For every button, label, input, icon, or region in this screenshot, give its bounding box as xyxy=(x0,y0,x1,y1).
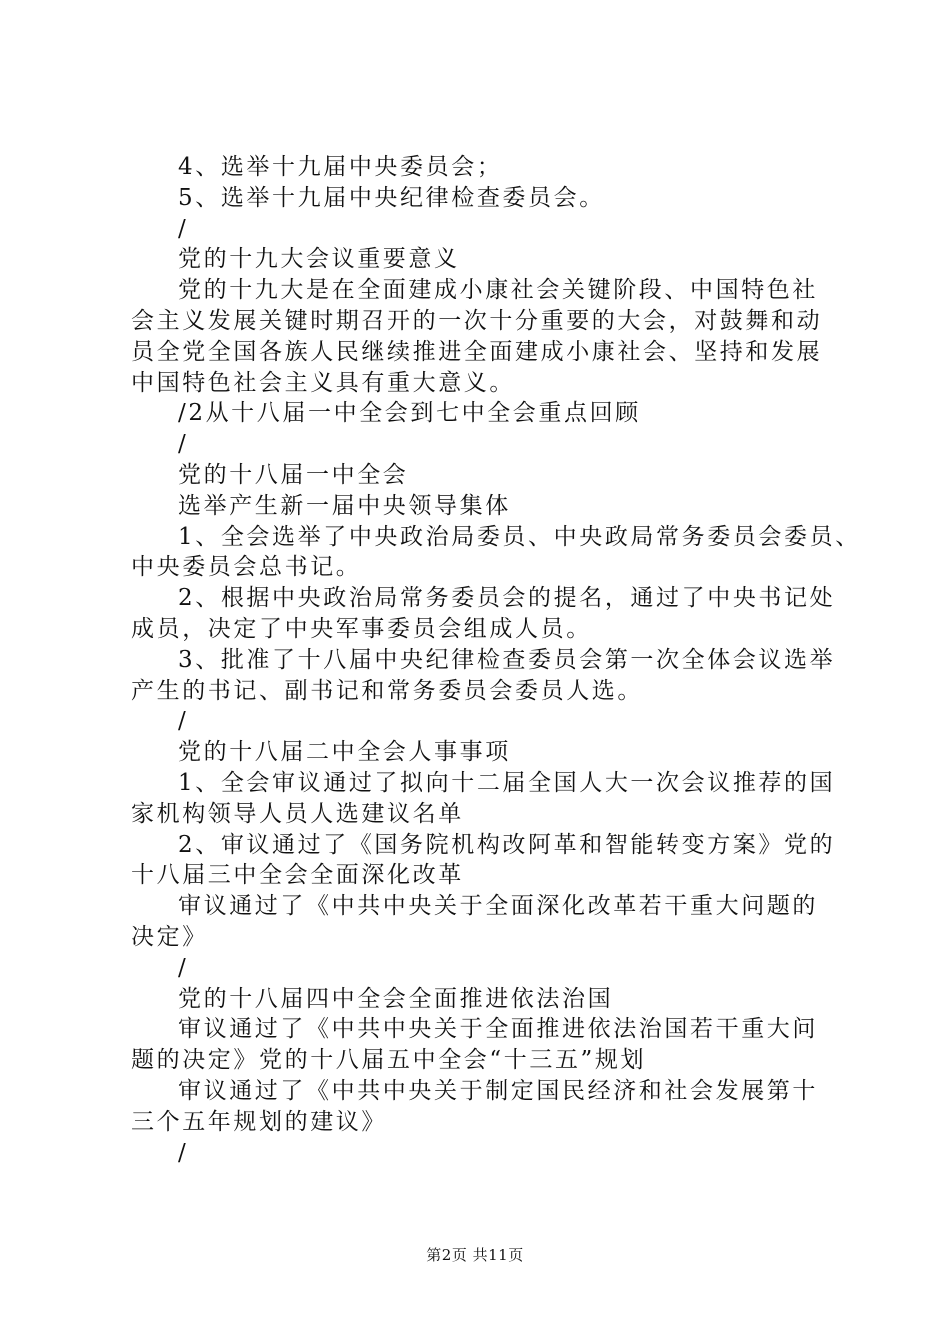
text-line: / xyxy=(178,708,189,735)
text-line: 题的决定》党的十八届五中全会“十三五”规划 xyxy=(131,1047,647,1074)
text-line: 2、审议通过了《国务院机构改阿革和智能转变方案》党的 xyxy=(178,831,836,858)
text-line: 5、选举十九届中央纪律检查委员会。 xyxy=(178,184,605,211)
text-line: 员全党全国各族人民继续推进全面建成小康社会、坚持和发展 xyxy=(131,338,823,365)
document-body xyxy=(131,152,861,1168)
text-line: 审议通过了《中共中央关于全面推进依法治国若干重大问 xyxy=(178,1016,818,1043)
text-line: 选举产生新一届中央领导集体 xyxy=(178,492,511,519)
text-line: 4、选举十九届中央委员会； xyxy=(178,154,503,180)
text-line: 会主义发展关键时期召开的一次十分重要的大会，对鼓舞和动 xyxy=(131,307,823,334)
text-line: 党的十九大会议重要意义 xyxy=(178,246,460,273)
text-line: 1、全会选举了中央政治局委员、中央政局常务委员会委员、 xyxy=(178,523,861,550)
text-line: 十八届三中全会全面深化改革 xyxy=(131,862,464,889)
text-line: /2从十八届一中全会到七中全会重点回顾 xyxy=(178,400,641,427)
text-line: 1、全会审议通过了拟向十二届全国人大一次会议推荐的国 xyxy=(178,769,836,796)
text-line: 家机构领导人员人选建议名单 xyxy=(131,800,464,827)
text-line: 中国特色社会主义具有重大意义。 xyxy=(131,369,515,396)
text-line: / xyxy=(178,431,189,458)
text-line: / xyxy=(178,954,189,981)
text-line: 三个五年规划的建议》 xyxy=(131,1108,387,1135)
text-line: / xyxy=(178,215,189,242)
text-line: 产生的书记、副书记和常务委员会委员人选。 xyxy=(131,677,643,704)
text-line: 党的十八届一中全会 xyxy=(178,461,409,488)
text-line: 党的十九大是在全面建成小康社会关键阶段、中国特色社 xyxy=(178,277,818,304)
text-line: 成员，决定了中央军事委员会组成人员。 xyxy=(131,615,592,642)
text-line: 中央委员会总书记。 xyxy=(131,554,362,581)
text-line: 审议通过了《中共中央关于全面深化改革若干重大问题的 xyxy=(178,893,818,920)
page-footer: 第2页 共11页 xyxy=(426,1246,524,1264)
text-line: / xyxy=(178,1139,189,1166)
text-line: 决定》 xyxy=(131,923,208,950)
text-line: 审议通过了《中共中央关于制定国民经济和社会发展第十 xyxy=(178,1077,818,1104)
text-line: 2、根据中央政治局常务委员会的提名，通过了中央书记处 xyxy=(178,585,836,612)
text-line: 党的十八届四中全会全面推进依法治国 xyxy=(178,985,614,1012)
text-line: 党的十八届二中全会人事事项 xyxy=(178,739,511,766)
text-line: 3、批准了十八届中央纪律检查委员会第一次全体会议选举 xyxy=(178,646,836,673)
